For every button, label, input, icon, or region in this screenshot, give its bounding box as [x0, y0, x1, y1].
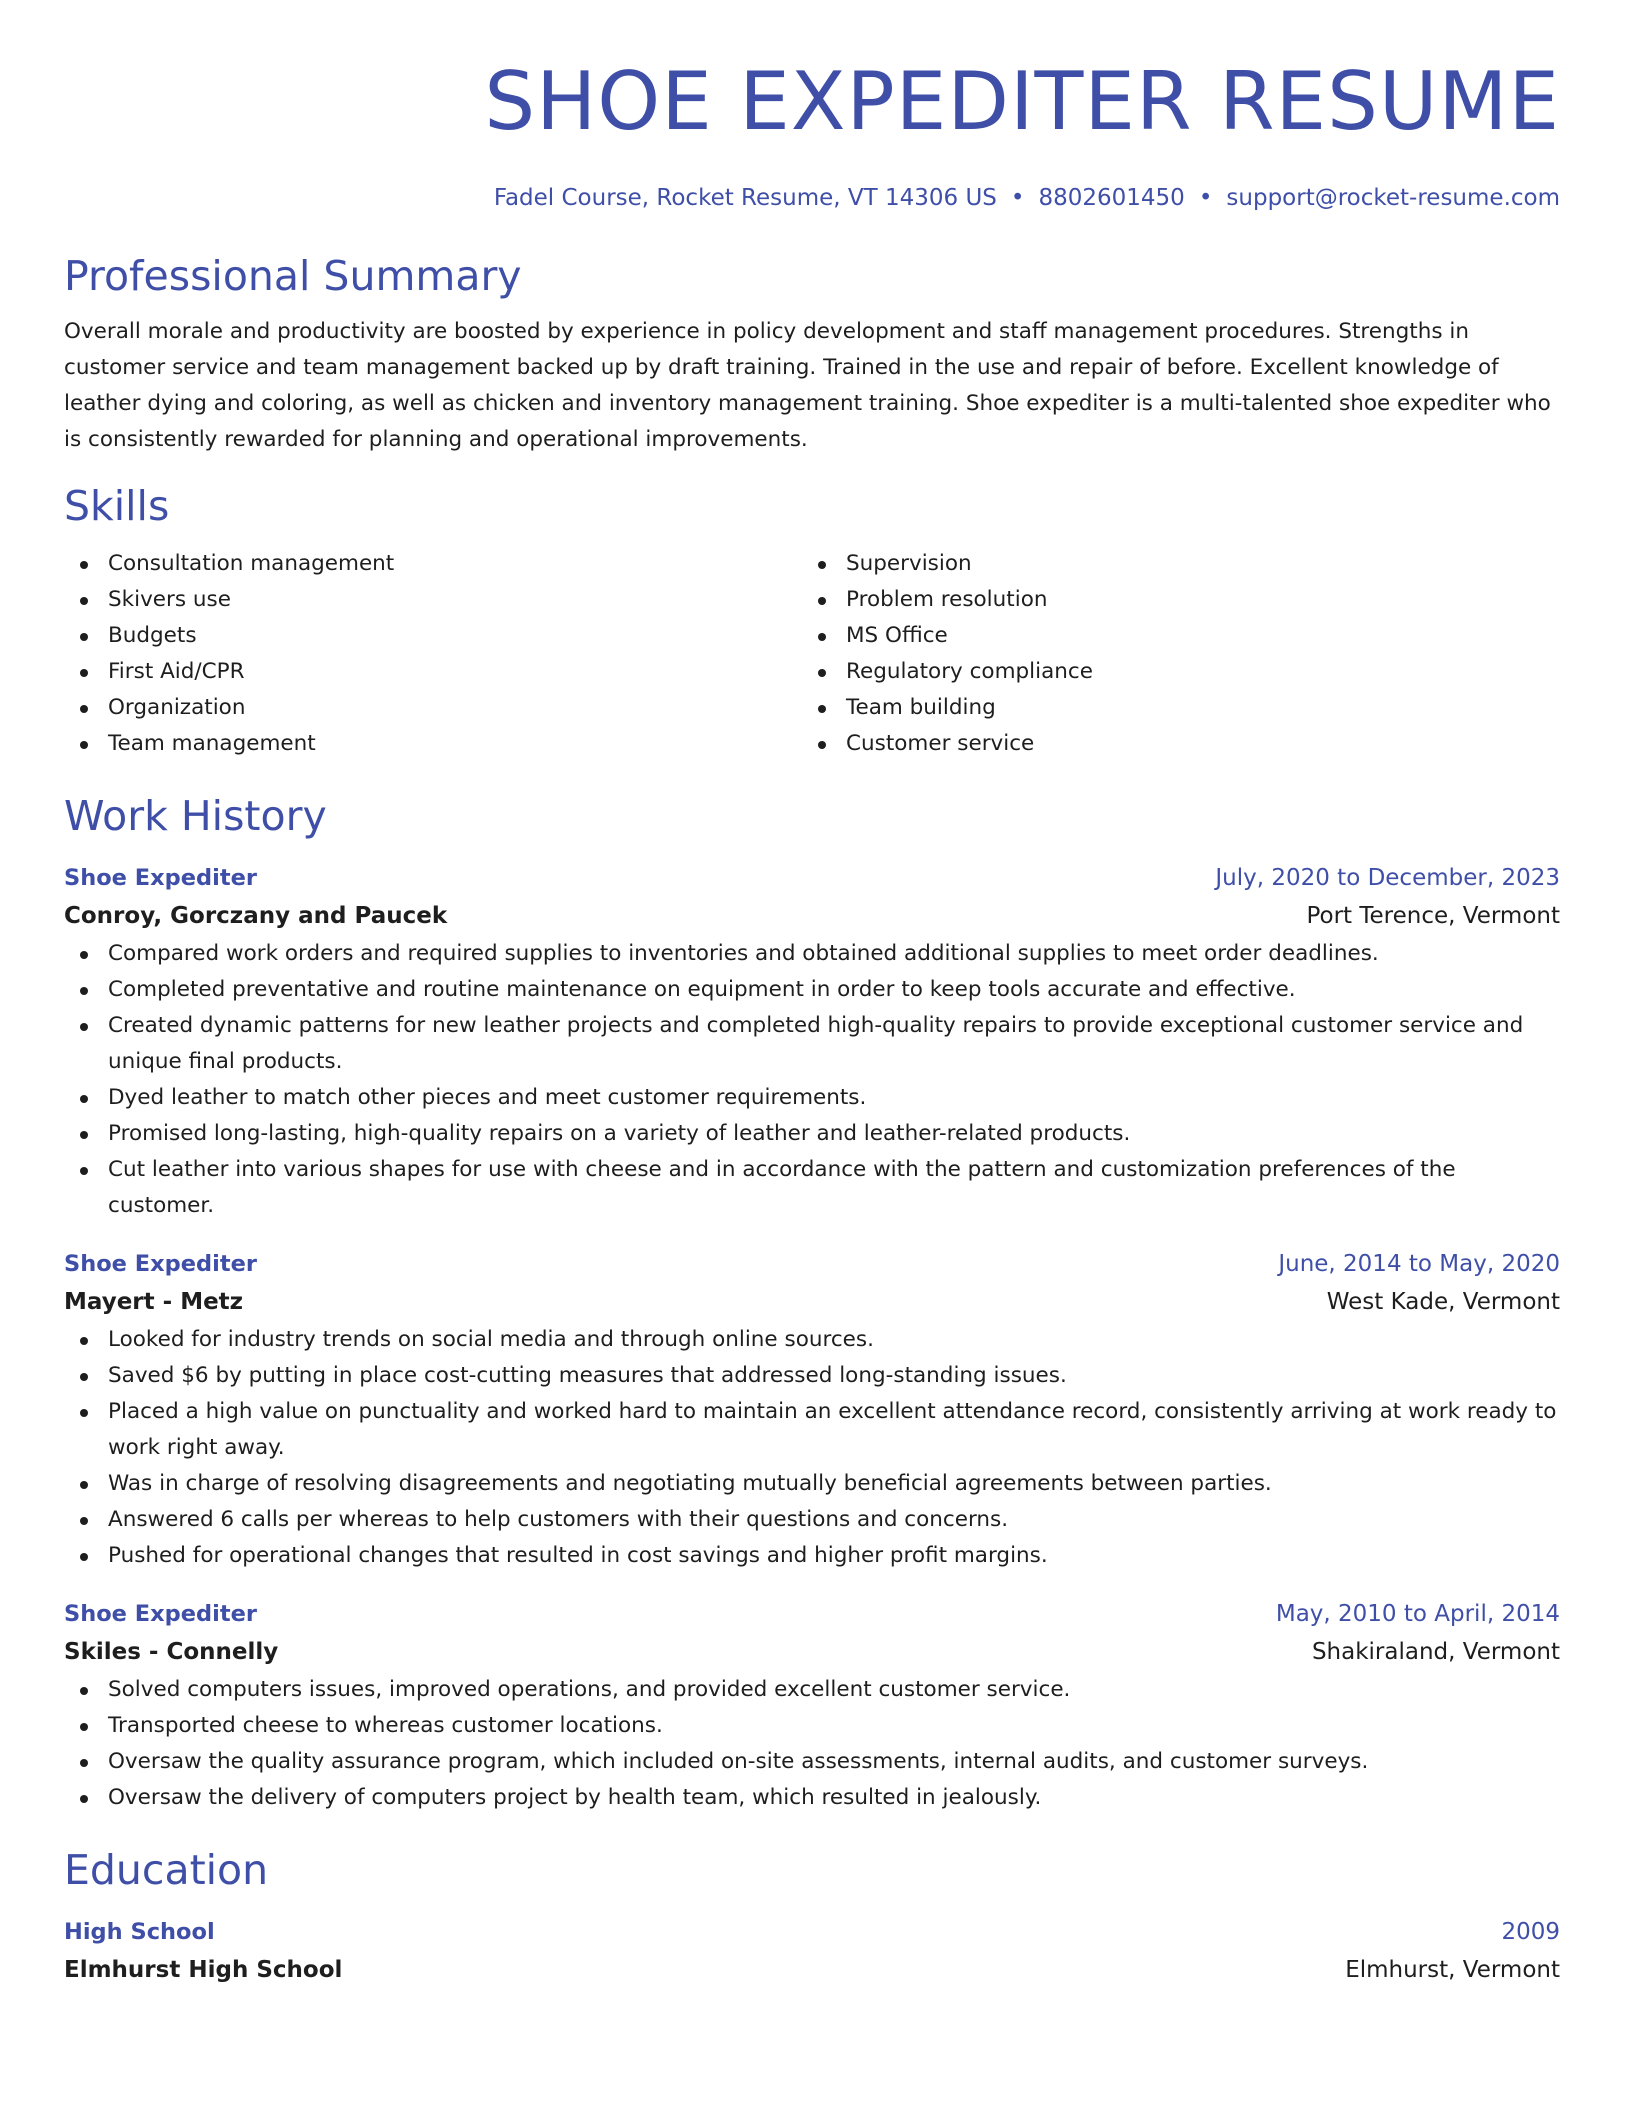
- job-bullet-list: [64, 936, 1560, 1224]
- job-title: Shoe Expediter: [64, 1601, 257, 1627]
- work-history-heading: Work History: [64, 792, 327, 840]
- job-dates: May, 2010 to April, 2014: [1275, 1601, 1560, 1627]
- job-bullet: Created dynamic patterns for new leather projects and completed high-quality repairs to provide exceptional customer service and unique final products.: [64, 1008, 1560, 1080]
- skills-section: [64, 478, 1560, 762]
- skill-item: Team management: [64, 726, 802, 762]
- skill-item: Budgets: [64, 618, 802, 654]
- job-entry: [64, 860, 1560, 1224]
- job-entry: [64, 1596, 1560, 1816]
- job-entry: [64, 1246, 1560, 1574]
- education-heading: Education: [64, 1846, 269, 1894]
- skill-item: Problem resolution: [802, 582, 1540, 618]
- work-history-section: [64, 788, 1560, 1816]
- skills-grid: [64, 546, 1560, 762]
- job-company-row: [64, 896, 1560, 936]
- job-bullet: Pushed for operational changes that resulted in cost savings and higher profit margins.: [64, 1538, 1560, 1574]
- contact-line: [64, 182, 1560, 214]
- job-bullet: Looked for industry trends on social media and through online sources.: [64, 1322, 1560, 1358]
- job-title: Shoe Expediter: [64, 865, 257, 891]
- job-location: Shakiraland, Vermont: [1311, 1639, 1560, 1665]
- skill-item: Team building: [802, 690, 1540, 726]
- contact-email[interactable]: support@rocket-resume.com: [1226, 185, 1560, 211]
- job-bullet: Solved computers issues, improved operations, and provided excellent customer service.: [64, 1672, 1560, 1708]
- skill-item: Skivers use: [64, 582, 802, 618]
- education-location: Elmhurst, Vermont: [1345, 1957, 1560, 1983]
- skill-item: Customer service: [802, 726, 1540, 762]
- job-title-row: [64, 1246, 1560, 1282]
- job-company: Conroy, Gorczany and Paucek: [64, 903, 448, 929]
- job-bullet: Dyed leather to match other pieces and meet customer requirements.: [64, 1080, 1560, 1116]
- skill-item: Supervision: [802, 546, 1540, 582]
- education-school-row: [64, 1950, 1560, 1990]
- skills-list-right: [802, 546, 1540, 762]
- contact-address: Fadel Course, Rocket Resume, VT 14306 US: [493, 185, 997, 211]
- education-year: 2009: [1501, 1919, 1560, 1945]
- job-bullet-list: [64, 1672, 1560, 1816]
- education-section: [64, 1842, 1560, 1990]
- contact-separator: •: [1198, 185, 1213, 211]
- skill-item: Organization: [64, 690, 802, 726]
- job-bullet: Compared work orders and required supplies to inventories and obtained additional supplies to meet order deadlines.: [64, 936, 1560, 972]
- job-bullet: Saved $6 by putting in place cost-cutting measures that addressed long-standing issues.: [64, 1358, 1560, 1394]
- contact-phone: 8802601450: [1038, 185, 1185, 211]
- summary-text: Overall morale and productivity are boosted by experience in policy development and staff management procedures. Strengths in customer service and team management backed up by draft training. Trained in the use and repair of before. Excellent knowledge of leather dying and coloring, as well as chicken and inventory management training. Shoe expediter is a multi-talented shoe expediter who is consistently rewarded for planning and operational improvements.: [64, 319, 1551, 452]
- job-bullet: Completed preventative and routine maintenance on equipment in order to keep tools accurate and effective.: [64, 972, 1560, 1008]
- skills-list-left: [64, 546, 802, 762]
- job-bullet: Cut leather into various shapes for use with cheese and in accordance with the pattern and customization preferences of the customer.: [64, 1152, 1560, 1224]
- job-bullet-list: [64, 1322, 1560, 1574]
- job-dates: July, 2020 to December, 2023: [1215, 865, 1560, 891]
- job-bullet: Was in charge of resolving disagreements and negotiating mutually beneficial agreements between parties.: [64, 1466, 1560, 1502]
- job-location: West Kade, Vermont: [1326, 1289, 1560, 1315]
- job-bullet: Oversaw the quality assurance program, which included on-site assessments, internal audits, and customer surveys.: [64, 1744, 1560, 1780]
- education-degree-row: [64, 1914, 1560, 1950]
- job-dates: June, 2014 to May, 2020: [1278, 1251, 1560, 1277]
- skill-item: MS Office: [802, 618, 1540, 654]
- education-degree: High School: [64, 1919, 215, 1945]
- job-company: Mayert - Metz: [64, 1289, 244, 1315]
- job-title: Shoe Expediter: [64, 1251, 257, 1277]
- skill-item: First Aid/CPR: [64, 654, 802, 690]
- job-bullet: Oversaw the delivery of computers project by health team, which resulted in jealously.: [64, 1780, 1560, 1816]
- education-school: Elmhurst High School: [64, 1957, 343, 1983]
- job-bullet: Transported cheese to whereas customer locations.: [64, 1708, 1560, 1744]
- skills-heading: Skills: [64, 482, 170, 530]
- education-entry: [64, 1914, 1560, 1990]
- resume-title: SHOE EXPEDITER RESUME: [484, 55, 1560, 148]
- job-company-row: [64, 1282, 1560, 1322]
- skill-item: Consultation management: [64, 546, 802, 582]
- summary-heading: Professional Summary: [64, 252, 522, 300]
- job-title-row: [64, 860, 1560, 896]
- job-location: Port Terence, Vermont: [1306, 903, 1560, 929]
- skill-item: Regulatory compliance: [802, 654, 1540, 690]
- job-bullet: Answered 6 calls per whereas to help customers with their questions and concerns.: [64, 1502, 1560, 1538]
- resume-page: [64, 0, 1560, 1990]
- job-company: Skiles - Connelly: [64, 1639, 279, 1665]
- job-title-row: [64, 1596, 1560, 1632]
- job-bullet: Promised long-lasting, high-quality repairs on a variety of leather and leather-related products.: [64, 1116, 1560, 1152]
- job-bullet: Placed a high value on punctuality and worked hard to maintain an excellent attendance record, consistently arriving at work ready to work right away.: [64, 1394, 1560, 1466]
- job-company-row: [64, 1632, 1560, 1672]
- summary-section: [64, 248, 1560, 458]
- contact-separator: •: [1010, 185, 1025, 211]
